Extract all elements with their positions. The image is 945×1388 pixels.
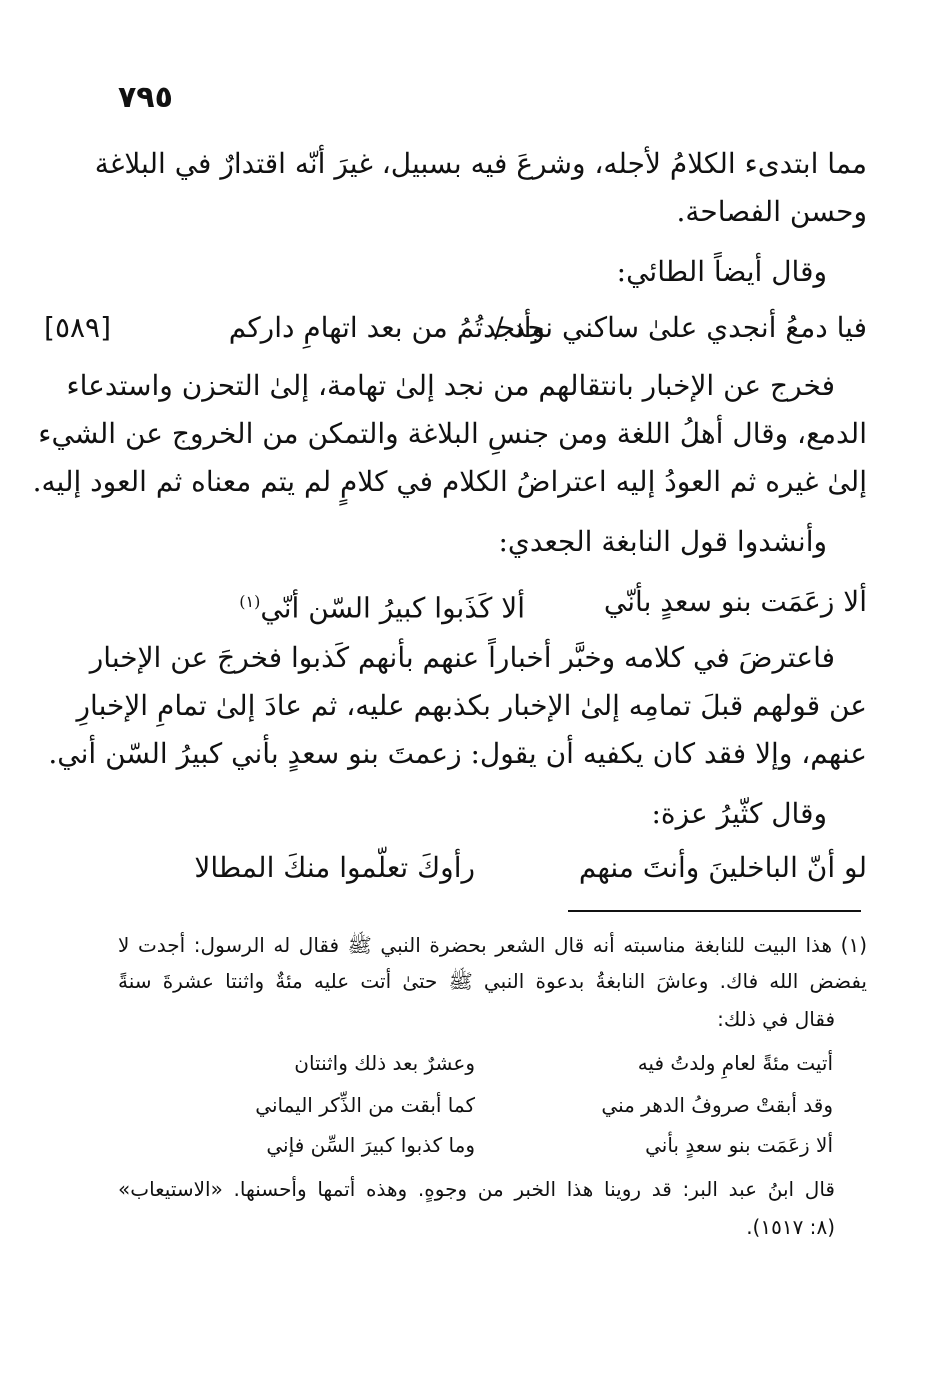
footnote-verse: كما أبقت من الذِّكر اليماني bbox=[255, 1093, 475, 1117]
body-line: وأنشدوا قول النابغة الجعدي: bbox=[498, 525, 827, 558]
footnote-line: (٨: ١٥١٧). bbox=[746, 1215, 835, 1239]
verse-hemistich: لو أنّ الباخلينَ وأنتَ منهم bbox=[578, 851, 867, 884]
footnote-line: (١) هذا البيت للنابغة مناسبته أنه قال الشعر بحضرة النبي ﷺ فقال له الرسول: أجدت لا bbox=[118, 933, 867, 957]
verse-hemistich: فيا دمعُ أنجدي علىٰ ساكني نجد / bbox=[494, 311, 867, 344]
footnote-verse: وعشرٌ بعد ذلك واثنتان bbox=[294, 1051, 475, 1075]
verse-text: ألا كَذَبوا كبيرُ السّن أنّي bbox=[260, 591, 525, 625]
footnote-verse: أتيت مئةً لعامِ ولدتُ فيه bbox=[637, 1051, 833, 1075]
verse-hemistich: ألا زعَمَت بنو سعدٍ بأنّي bbox=[603, 585, 867, 618]
body-line: عنهم، وإلا فقد كان يكفيه أن يقول: زعمتَ بنو سعدٍ بأني كبيرُ السّن أني. bbox=[48, 737, 867, 770]
footnote-ref: (١) bbox=[239, 592, 261, 611]
body-line: وقال أيضاً الطائي: bbox=[616, 255, 827, 288]
body-line: الدمع، وقال أهلُ اللغة ومن جنسِ البلاغة والتمكن من الخروج عن الشيء bbox=[38, 417, 867, 450]
body-line: وقال كثّيرُ عزة: bbox=[651, 797, 827, 830]
page-marker: [٥٨٩] bbox=[44, 311, 111, 344]
body-line: فاعترضَ في كلامه وخبَّر أخباراً عنهم بأنهم كَذبوا فخرجَ عن الإخبار bbox=[89, 641, 835, 674]
body-line: فخرج عن الإخبار بانتقالهم من نجد إلىٰ تهامة، إلىٰ التحزن واستدعاء bbox=[66, 369, 835, 402]
body-line: وحسن الفصاحة. bbox=[676, 195, 867, 228]
footnote-verse: وما كذبوا كبيرَ السِّن فإني bbox=[266, 1133, 475, 1157]
verse-hemistich: وأنجدتُمُ من بعد اتهامِ داركم bbox=[228, 311, 545, 344]
footnote-line: فقال في ذلك: bbox=[717, 1007, 835, 1031]
verse-hemistich: رأوكَ تعلّموا منكَ المطالا bbox=[194, 851, 475, 884]
body-line: إلىٰ غيره ثم العودُ إليه اعتراضُ الكلام في كلامٍ لم يتم معناه ثم العود إليه. bbox=[32, 465, 867, 498]
footnote-line: قال ابنُ عبد البر: قد روينا هذا الخبر من وجوهٍ. وهذه أتمها وأحسنها. «الاستيعاب» bbox=[118, 1177, 835, 1201]
body-line: مما ابتدىء الكلامُ لأجله، وشرعَ فيه بسبيل، غيرَ أنّه اقتدارٌ في البلاغة bbox=[94, 147, 867, 180]
body-line: عن قولهم قبلَ تمامِه إلىٰ الإخبار بكذبهم عليه، ثم عادَ إلىٰ تمامِ الإخبارِ bbox=[76, 689, 867, 722]
page-number: ٧٩٥ bbox=[118, 80, 173, 115]
footnote-line: يفضض الله فاك. وعاشَ النابغةُ بدعوة النبي ﷺ حتىٰ أتت عليه مئةٌ واثنتا عشرةَ سنةً bbox=[118, 969, 867, 993]
footnote-verse: ألا زعَمَت بنو سعدٍ بأني bbox=[645, 1133, 833, 1157]
footnote-separator bbox=[568, 910, 861, 912]
footnote-verse: وقد أبقتْ صروفُ الدهر مني bbox=[601, 1093, 833, 1117]
verse-hemistich bbox=[239, 580, 525, 630]
